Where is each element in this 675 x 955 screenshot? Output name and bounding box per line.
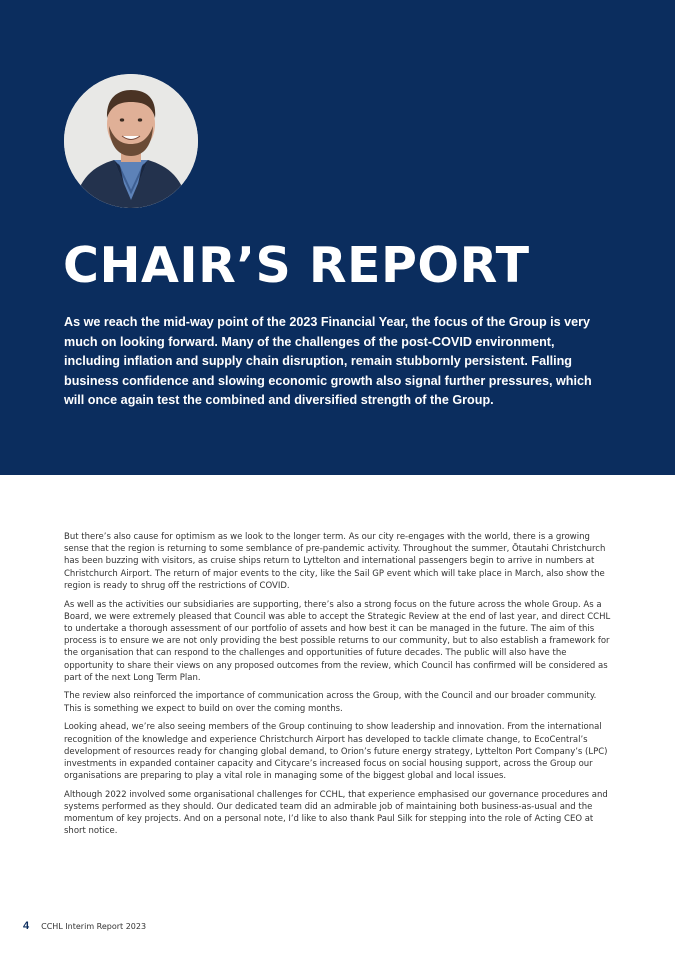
body-paragraph: Although 2022 involved some organisational challenges for CCHL, that experience emphasised our governance procedures and systems performed as they should. Our dedicated team did an admirable job of maintaining both business-as-usual and the momentum of key projects. And on a personal note, I’d like to also thank Paul Silk for stepping into the role of Acting CEO at short notice. — [64, 789, 608, 837]
page-footer — [23, 920, 146, 934]
lead-paragraph: As we reach the mid-way point of the 2023 Financial Year, the focus of the Group is very much on looking forward. Many of the challenges of the post-COVID environment, including inflation and supply chain disruption, remain stubbornly persistent. Falling business confidence and slowing economic growth also signal further pressures, which will once again test the combined and diversified strength of the Group. — [64, 315, 592, 408]
body-paragraph: Looking ahead, we’re also seeing members of the Group continuing to show leadership and innovation. From the international recognition of the knowledge and experience Christchurch Airport has developed to tackle climate change, to EcoCentral’s development of resources ready for changing global demand, to Orion’s future energy strategy, Lyttelton Port Company’s (LPC) investments in expanded container capacity and Citycare’s increased focus on social housing support, across the Group our organisations are preparing to play a vital role in managing some of the biggest global and local issues. — [64, 722, 608, 782]
body-paragraph: The review also reinforced the importance of communication across the Group, with the Council and our broader community. This is something we expect to build on over the coming months. — [64, 691, 597, 714]
body-paragraph: As well as the activities our subsidiaries are supporting, there’s also a strong focus on the future across the whole Group. As a Board, we were extremely pleased that Council was able to accept the Strategic Review at the end of last year, and direct CCHL to undertake a thorough assessment of our portfolio of assets and how best it can be managed in the future. The aim of this process is to ensure we are not only providing the best possible returns to our community, but to also establish a framework for the organisation that can respond to the challenges and opportunities of future decades. The public will also have the opportunity to share their views on any proposed outcomes from the review, which Council has confirmed will be considered as part of the next Long Term Plan. — [64, 599, 611, 683]
chair-portrait-photo — [64, 74, 198, 208]
body-paragraph: But there’s also cause for optimism as we look to the longer term. As our city re-engages with the world, there is a growing sense that the region is returning to some semblance of pre-pandemic activity. Throughout the summer, Ōtautahi Christchurch has been buzzing with visitors, as cruise ships return to Lyttelton and international passengers begin to arrive in numbers at Christchurch Airport. The return of major events to the city, like the Sail GP event which will take place in March, also show the region is ready to shrug off the restrictions of COVID. — [64, 532, 606, 591]
hero-banner — [0, 0, 675, 475]
report-name: CCHL Interim Report 2023 — [41, 922, 147, 931]
report-body — [64, 531, 616, 844]
page-number: 4 — [23, 920, 30, 932]
chair-portrait-illustration — [64, 74, 198, 208]
page-title: CHAIR’S REPORT — [63, 237, 530, 294]
